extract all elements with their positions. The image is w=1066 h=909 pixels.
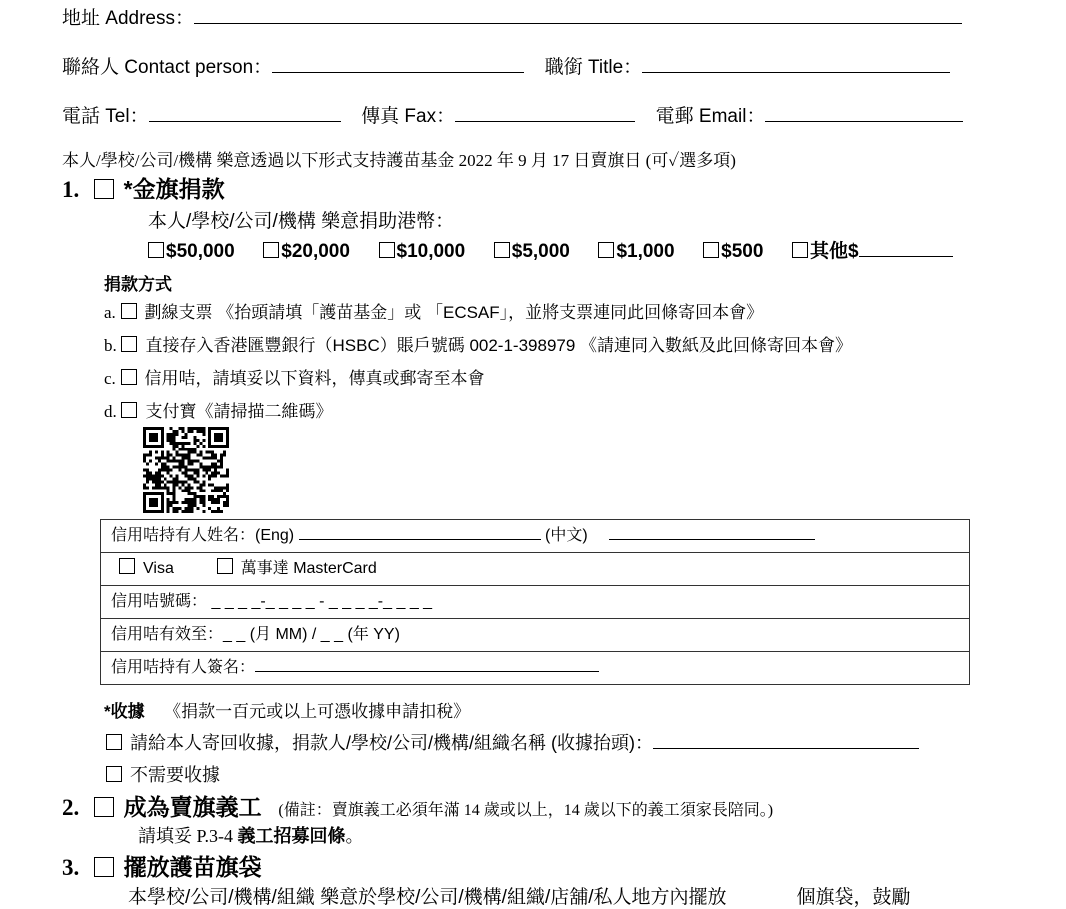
receipt-name-field[interactable] bbox=[653, 730, 919, 749]
amount-option[interactable]: $20,000 bbox=[263, 241, 350, 262]
amount-option[interactable]: $1,000 bbox=[598, 241, 674, 262]
method-letter: d. bbox=[104, 402, 117, 421]
section2-title: 成為賣旗義工 bbox=[123, 794, 262, 820]
card-expiry-field[interactable]: _ _ (月 MM) / _ _ (年 YY) bbox=[223, 626, 400, 643]
alipay-qr-code bbox=[143, 427, 229, 519]
section3-text-left: 本學校/公司/機構/組織 樂意於學校/公司/機構/組織/店舖/私人地方內擺放 bbox=[128, 887, 727, 908]
receipt-option-text: 不需要收據 bbox=[130, 765, 220, 785]
amount-checkbox[interactable] bbox=[263, 242, 279, 258]
method-letter: a. bbox=[104, 303, 116, 322]
section3-text-right: 個旗袋，鼓勵 bbox=[796, 887, 911, 908]
amount-option[interactable]: $10,000 bbox=[379, 241, 466, 262]
method-text: 支付寶《請掃描二維碼》 bbox=[145, 402, 333, 421]
amount-checkbox[interactable] bbox=[494, 242, 510, 258]
amount-checkbox[interactable] bbox=[792, 242, 808, 258]
title-label: 職銜 Title： bbox=[544, 57, 643, 78]
method-checkbox[interactable] bbox=[121, 402, 137, 418]
section1-heading bbox=[62, 171, 225, 204]
section2-line2-suffix: 。 bbox=[345, 826, 364, 846]
method-letter: c. bbox=[104, 369, 116, 388]
phone-row bbox=[62, 101, 963, 128]
card-holder-eng-field[interactable] bbox=[299, 523, 541, 540]
title-field[interactable] bbox=[642, 54, 950, 73]
receipt-checkbox[interactable] bbox=[106, 734, 122, 750]
email-field[interactable] bbox=[765, 103, 963, 122]
card-expiry-label: 信用咭有效至： bbox=[111, 626, 224, 643]
visa-label: Visa bbox=[143, 560, 174, 577]
card-holder-cn-field[interactable] bbox=[609, 523, 815, 540]
method-text: 劃線支票 《抬頭請填「護苗基金」或 「ECSAF」，並將支票連同此回條寄回本會》 bbox=[144, 303, 764, 322]
mastercard-label: 萬事達 MasterCard bbox=[240, 560, 377, 577]
section1-checkbox[interactable] bbox=[94, 179, 114, 199]
section2-heading bbox=[62, 789, 773, 822]
method-text: 信用咭，請填妥以下資料，傳真或郵寄至本會 bbox=[144, 369, 485, 388]
mastercard-checkbox[interactable] bbox=[217, 558, 233, 574]
card-signature-field[interactable] bbox=[255, 655, 599, 672]
fax-label: 傳真 Fax： bbox=[361, 106, 456, 127]
amount-checkbox[interactable] bbox=[703, 242, 719, 258]
method-row bbox=[104, 298, 763, 323]
card-expiry-row bbox=[101, 619, 969, 652]
method-checkbox[interactable] bbox=[121, 303, 137, 319]
receipt-heading: *收據 bbox=[104, 702, 145, 721]
card-number-row bbox=[101, 586, 969, 619]
amount-checkbox[interactable] bbox=[598, 242, 614, 258]
section3-number: 3. bbox=[62, 855, 80, 880]
card-signature-label: 信用咭持有人簽名： bbox=[111, 659, 256, 676]
section3-checkbox[interactable] bbox=[94, 857, 114, 877]
address-field[interactable] bbox=[194, 5, 962, 24]
card-number-field[interactable]: _ _ _ _-_ _ _ _ - _ _ _ _-_ _ _ _ bbox=[211, 593, 433, 610]
no-receipt-checkbox[interactable] bbox=[106, 766, 122, 782]
methods-heading: 捐款方式 bbox=[104, 275, 172, 294]
contact-person-field[interactable] bbox=[272, 54, 524, 73]
address-row bbox=[62, 3, 962, 30]
amount-option[interactable]: 其他$ bbox=[792, 241, 953, 262]
receipt-option-row bbox=[106, 729, 919, 755]
visa-checkbox[interactable] bbox=[119, 558, 135, 574]
amount-checkbox[interactable] bbox=[379, 242, 395, 258]
tel-label: 電話 Tel： bbox=[62, 106, 149, 127]
section3-heading bbox=[62, 849, 262, 882]
section2-line2-prefix: 請填妥 P.3-4 bbox=[138, 826, 238, 846]
method-checkbox[interactable] bbox=[121, 369, 137, 385]
section1-title: *金旗捐款 bbox=[123, 176, 225, 202]
receipt-option-row bbox=[106, 761, 220, 787]
section1-number: 1. bbox=[62, 177, 80, 202]
method-checkbox[interactable] bbox=[121, 336, 137, 352]
tel-field[interactable] bbox=[149, 103, 341, 122]
section2-note: (備註：賣旗義工必須年滿 14 歲或以上，14 歲以下的義工須家長陪同。) bbox=[278, 802, 774, 819]
other-amount-field[interactable] bbox=[859, 238, 953, 257]
section2-number: 2. bbox=[62, 795, 80, 820]
section2-line2 bbox=[138, 822, 364, 848]
qr-code-icon bbox=[143, 427, 229, 513]
email-label: 電郵 Email： bbox=[655, 106, 766, 127]
card-holder-cn-label: (中文) bbox=[545, 527, 588, 544]
method-row bbox=[104, 364, 485, 389]
fax-field[interactable] bbox=[455, 103, 635, 122]
method-text: 直接存入香港匯豐銀行（HSBC）賬戶號碼 002-1-398979 《請連同入數紙及此回條寄回本會》 bbox=[145, 336, 853, 355]
card-number-label: 信用咭號碼： bbox=[111, 593, 208, 610]
section1-pledge: 本人/學校/公司/機構 樂意捐助港幣： bbox=[148, 211, 455, 232]
section2-checkbox[interactable] bbox=[94, 797, 114, 817]
contact-person-label: 聯絡人 Contact person： bbox=[62, 57, 273, 78]
credit-card-table bbox=[100, 519, 970, 685]
contact-row bbox=[62, 52, 950, 79]
receipt-note: 《捐款一百元或以上可憑收據申請扣稅》 bbox=[164, 702, 471, 721]
volunteer-form-link[interactable]: 義工招募回條 bbox=[237, 826, 346, 846]
section3-text bbox=[128, 882, 911, 909]
method-row bbox=[104, 397, 332, 422]
method-row bbox=[104, 331, 852, 356]
amount-option[interactable]: $50,000 bbox=[148, 241, 235, 262]
receipt-option-text: 請給本人寄回收據，捐款人/學校/公司/機構/組織名稱 (收據抬頭)： bbox=[130, 733, 653, 753]
address-label: 地址 Address： bbox=[62, 8, 194, 29]
amount-option[interactable]: $5,000 bbox=[494, 241, 570, 262]
amount-options bbox=[148, 236, 953, 263]
receipt-heading-row bbox=[104, 697, 470, 722]
card-signature-row bbox=[101, 652, 969, 684]
card-type-row bbox=[101, 553, 969, 586]
section3-title: 擺放護苗旗袋 bbox=[123, 854, 262, 880]
intro-text: 本人/學校/公司/機構 樂意透過以下形式支持護苗基金 2022 年 9 月 17 日賣旗日 (可✓選多項) bbox=[62, 151, 736, 170]
amount-option[interactable]: $500 bbox=[703, 241, 763, 262]
card-holder-label: 信用咭持有人姓名：(Eng) bbox=[111, 527, 295, 544]
amount-checkbox[interactable] bbox=[148, 242, 164, 258]
bag-count-field[interactable] bbox=[727, 884, 797, 903]
card-holder-row bbox=[101, 520, 969, 553]
method-letter: b. bbox=[104, 336, 117, 355]
